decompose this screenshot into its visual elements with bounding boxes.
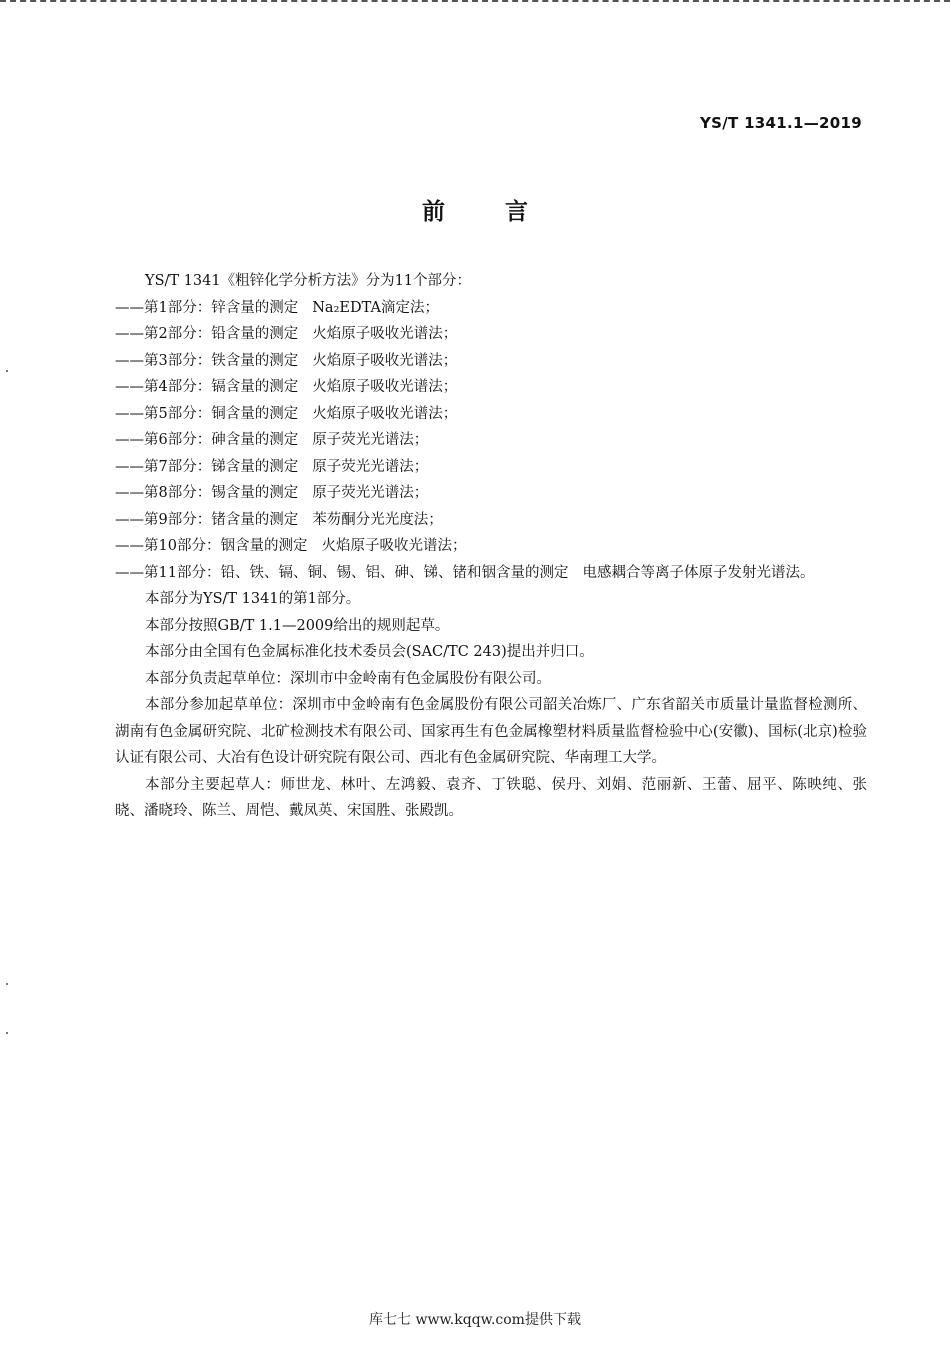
list-item xyxy=(115,560,867,587)
list-item xyxy=(115,348,867,375)
part-title: ——第11部分：铅、铁、镉、铜、锡、铝、砷、锑、锗和铟含量的测定 xyxy=(115,564,569,581)
part-title: ——第4部分：镉含量的测定 xyxy=(115,379,299,395)
intro-line: YS/T 1341《粗锌化学分析方法》分为11个部分： xyxy=(145,273,472,289)
part-method: Na₂EDTA滴定法； xyxy=(312,299,439,316)
part-title: ——第2部分：铅含量的测定 xyxy=(115,326,299,342)
part-title: ——第7部分：锑含量的测定 xyxy=(115,458,299,475)
paragraph-part-number: 本部分为YS/T 1341的第1部分。 xyxy=(145,591,361,607)
part-method: 苯芴酮分光光度法； xyxy=(312,511,443,528)
scan-speck xyxy=(6,983,8,985)
list-item xyxy=(115,374,867,401)
paragraph-participating-units: 本部分参加起草单位：深圳市中金岭南有色金属股份有限公司韶关冶炼厂、广东省韶关市质量计量监督检测所、湖南有色金属研究院、北矿检测技术有限公司、国家再生有色金属橡塑材料质量监督检验中心(安徽)、国标(北京)检验认证有限公司、大冶有色设计研究院有限公司、西北有色金属研究院、华南理工大学。 xyxy=(115,697,867,766)
scan-speck xyxy=(6,1032,8,1034)
paragraph-drafting-rules: 本部分按照GB/T 1.1—2009给出的规则起草。 xyxy=(145,617,450,634)
list-item xyxy=(115,295,867,322)
list-item xyxy=(115,321,867,348)
part-method: 原子荧光光谱法； xyxy=(312,485,429,501)
part-title: ——第10部分：铟含量的测定 xyxy=(115,538,308,554)
scan-speck xyxy=(6,370,8,372)
part-title: ——第9部分：锗含量的测定 xyxy=(115,511,299,528)
list-item xyxy=(115,401,867,428)
part-method: 电感耦合等离子体原子发射光谱法。 xyxy=(582,564,815,581)
list-item xyxy=(115,533,867,560)
paragraph-main-drafters: 本部分主要起草人：师世龙、林叶、左鸿毅、袁齐、丁铁聪、侯丹、刘娟、范丽新、王蕾、屈平、陈映纯、张晓、潘晓玲、陈兰、周恺、戴凤英、宋国胜、张殿凯。 xyxy=(115,776,867,819)
foreword-body xyxy=(115,268,867,825)
list-item xyxy=(115,507,867,534)
part-method: 原子荧光光谱法； xyxy=(312,458,429,475)
part-title: ——第6部分：砷含量的测定 xyxy=(115,432,299,448)
part-title: ——第8部分：锡含量的测定 xyxy=(115,485,299,501)
download-footer: 库七七 www.kqqw.com提供下载 xyxy=(369,1312,581,1328)
part-title: ——第1部分：锌含量的测定 xyxy=(115,299,299,316)
part-method: 火焰原子吸收光谱法； xyxy=(312,379,458,395)
part-method: 火焰原子吸收光谱法； xyxy=(312,326,458,342)
part-title: ——第5部分：铜含量的测定 xyxy=(115,405,299,422)
part-method: 火焰原子吸收光谱法； xyxy=(312,405,458,422)
part-title: ——第3部分：铁含量的测定 xyxy=(115,352,299,369)
part-method: 原子荧光光谱法； xyxy=(312,432,429,448)
paragraph-responsible-unit: 本部分负责起草单位：深圳市中金岭南有色金属股份有限公司。 xyxy=(145,670,551,687)
list-item xyxy=(115,454,867,481)
paragraph-proposer: 本部分由全国有色金属标准化技术委员会(SAC/TC 243)提出并归口。 xyxy=(145,644,594,660)
part-method: 火焰原子吸收光谱法； xyxy=(321,538,467,554)
page-title: 前言 xyxy=(422,199,588,225)
standard-code: YS/T 1341.1—2019 xyxy=(699,114,862,132)
part-method: 火焰原子吸收光谱法； xyxy=(312,352,458,369)
list-item xyxy=(115,480,867,507)
list-item xyxy=(115,427,867,454)
top-border-rule xyxy=(0,0,950,5)
